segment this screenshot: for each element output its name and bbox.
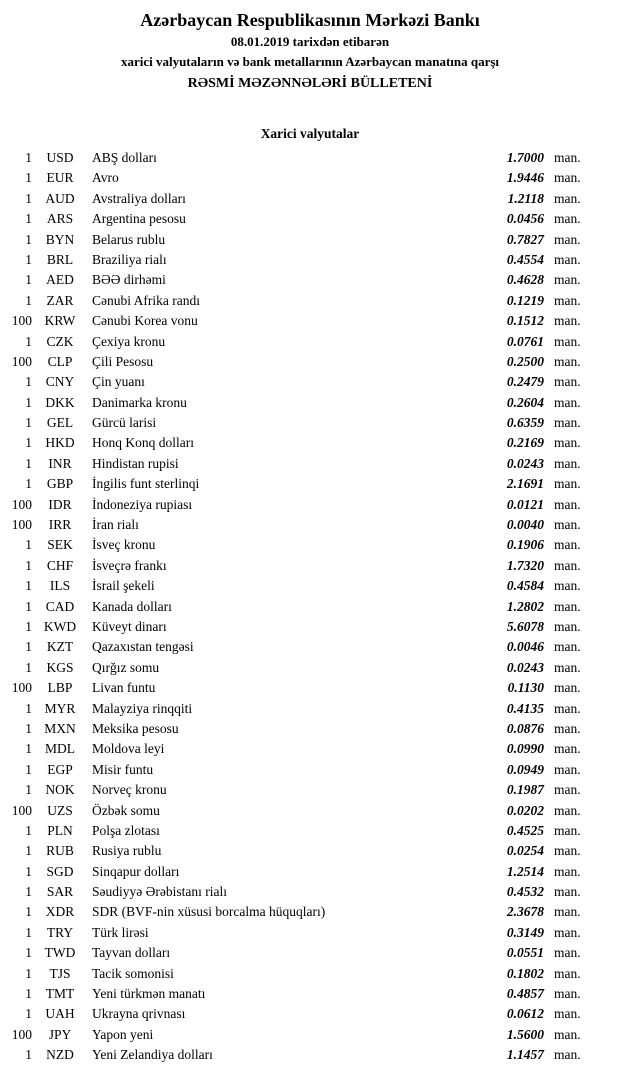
quantity: 1 [25,435,32,451]
exchange-rate: 0.2479 [506,374,544,390]
currency-code: ARS [46,211,74,227]
quantity: 1 [25,537,32,553]
currency-code: SEK [47,537,73,553]
currency-code: SAR [46,884,74,900]
currency-name: Polşa zlotası [92,822,160,838]
exchange-rate: 0.1219 [506,292,544,308]
table-row [0,556,620,576]
unit-label: man. [554,904,581,920]
unit-label: man. [554,700,581,716]
currency-code: CAD [45,598,75,614]
table-row [0,515,620,535]
currency-name: Səudiyyə Ərəbistanı rialı [92,884,227,900]
quantity: 1 [25,1006,32,1022]
bulletin-header [0,8,620,94]
table-row [0,597,620,617]
table-row [0,739,620,759]
currency-name: Norveç kronu [92,782,167,798]
table-row [0,535,620,555]
unit-label: man. [554,720,581,736]
table-row [0,1045,620,1065]
exchange-rate: 1.7000 [506,150,544,165]
quantity: 1 [25,476,32,492]
exchange-rate: 5.6078 [506,618,544,634]
currency-name: SDR (BVF-nin xüsusi borcalma hüquqları) [92,904,326,920]
unit-label: man. [554,741,581,757]
quantity: 1 [25,374,32,390]
exchange-rate: 0.0046 [506,639,544,655]
currency-name: Tacik somonisi [92,965,174,981]
quantity: 1 [25,211,32,227]
unit-label: man. [554,924,581,940]
unit-label: man. [554,353,581,369]
currency-code: UAH [45,1006,75,1022]
table-row [0,168,620,188]
exchange-rate: 0.4857 [506,986,544,1002]
exchange-rate: 0.4532 [506,884,544,900]
exchange-rate: 1.5600 [506,1026,544,1042]
quantity: 1 [25,965,32,981]
table-row [0,984,620,1004]
currency-code: TRY [46,924,74,940]
quantity: 1 [25,231,32,247]
exchange-rate: 0.0949 [506,761,544,777]
currency-code: GBP [46,476,74,492]
quantity: 1 [25,455,32,471]
quantity: 100 [11,313,32,329]
currency-name: Küveyt dinarı [92,618,167,634]
currency-name: Çili Pesosu [92,353,154,369]
quantity: 1 [25,741,32,757]
quantity: 1 [25,415,32,431]
unit-label: man. [554,578,581,594]
table-row [0,1025,620,1045]
currency-code: AUD [45,190,75,206]
currency-code: CZK [46,333,74,349]
currency-code: PLN [47,822,73,838]
unit-label: man. [554,435,581,451]
exchange-rate: 0.2500 [506,353,544,369]
table-row [0,393,620,413]
currency-code: IDR [48,496,72,512]
table-row [0,209,620,229]
currency-code: JPY [48,1026,72,1042]
currency-name: İsrail şekeli [92,578,155,594]
currency-code: CLP [47,353,73,369]
unit-label: man. [554,863,581,879]
unit-label: man. [554,884,581,900]
currency-code: NZD [46,1047,74,1063]
currency-name: Hindistan rupisi [92,455,179,471]
exchange-rate: 0.4525 [506,822,544,838]
quantity: 100 [11,680,32,696]
currency-code: ILS [49,578,71,594]
table-row [0,923,620,943]
exchange-rate: 0.0456 [506,211,544,227]
table-row [0,678,620,698]
unit-label: man. [554,782,581,798]
currency-name: Kanada dolları [92,598,172,614]
currency-name: Moldova leyi [92,741,165,757]
exchange-rate: 1.2802 [506,598,544,614]
currency-code: KWD [43,618,77,634]
table-row [0,760,620,780]
currency-name: Braziliya rialı [92,251,167,267]
currency-name: Malayziya rinqqiti [92,700,193,716]
unit-label: man. [554,190,581,206]
table-row [0,474,620,494]
currency-name: Honq Konq dolları [92,435,194,451]
table-row [0,964,620,984]
unit-label: man. [554,1006,581,1022]
currency-name: Rusiya rublu [92,843,162,859]
quantity: 1 [25,333,32,349]
quantity: 1 [25,618,32,634]
currency-name: Meksika pesosu [92,720,179,736]
unit-label: man. [554,659,581,675]
unit-label: man. [554,1026,581,1042]
table-row [0,230,620,250]
exchange-rate: 0.2169 [506,435,544,451]
currency-name: Yeni türkmən manatı [92,986,206,1002]
quantity: 1 [25,557,32,573]
exchange-rate: 0.1802 [506,965,544,981]
table-row [0,821,620,841]
quantity: 1 [25,863,32,879]
exchange-rate: 0.0202 [506,802,544,818]
table-row [0,943,620,963]
unit-label: man. [554,557,581,573]
unit-label: man. [554,680,581,696]
unit-label: man. [554,333,581,349]
table-row [0,719,620,739]
currency-code: MDL [45,741,75,757]
exchange-rate: 0.4584 [506,578,544,594]
unit-label: man. [554,761,581,777]
table-row [0,658,620,678]
unit-label: man. [554,496,581,512]
currency-code: DKK [45,394,75,410]
quantity: 1 [25,639,32,655]
exchange-rate: 0.1512 [506,313,544,329]
exchange-rate: 1.9446 [506,170,544,186]
currency-name: Avstraliya dolları [92,190,186,206]
currency-code: ZAR [46,292,74,308]
currency-code: MYR [44,700,76,716]
exchange-rate: 0.1130 [507,680,544,696]
unit-label: man. [554,802,581,818]
quantity: 1 [25,700,32,716]
table-row [0,495,620,515]
quantity: 1 [25,782,32,798]
currency-code: TMT [45,986,75,1002]
exchange-rate: 0.0121 [506,496,544,512]
quantity: 1 [25,945,32,961]
unit-label: man. [554,150,581,165]
quantity: 100 [11,496,32,512]
exchange-rate: 0.0876 [506,720,544,736]
table-row [0,780,620,800]
quantity: 1 [25,251,32,267]
currency-name: İsveç kronu [92,537,156,553]
quantity: 1 [25,720,32,736]
exchange-rate: 2.3678 [506,904,544,920]
unit-label: man. [554,517,581,533]
quantity: 100 [11,353,32,369]
section-title: Xarici valyutalar [260,126,360,141]
currency-code: UZS [47,802,73,818]
currency-code: NOK [45,782,75,798]
currency-code: USD [46,150,74,165]
currency-name: Belarus rublu [92,231,166,247]
table-row [0,189,620,209]
currency-name: Ukrayna qrivnası [92,1006,186,1022]
effective-date-line: 08.01.2019 tarixdən etibarən [230,34,390,49]
table-row [0,841,620,861]
currency-code: IRR [48,517,72,533]
exchange-rate: 0.0990 [506,741,544,757]
quantity: 1 [25,150,32,165]
currency-name: Cənubi Afrika randı [92,292,200,308]
quantity: 1 [25,986,32,1002]
exchange-rate: 0.0254 [506,843,544,859]
unit-label: man. [554,986,581,1002]
quantity: 1 [25,394,32,410]
currency-code: SGD [46,863,74,879]
exchange-rate: 1.7320 [506,557,544,573]
unit-label: man. [554,945,581,961]
table-row [0,270,620,290]
unit-label: man. [554,537,581,553]
currency-code: MXN [44,720,76,736]
exchange-rate: 0.0243 [506,659,544,675]
quantity: 1 [25,761,32,777]
table-row [0,902,620,922]
table-row [0,413,620,433]
unit-label: man. [554,1047,581,1063]
currency-name: Argentina pesosu [92,211,186,227]
table-row [0,576,620,596]
unit-label: man. [554,476,581,492]
quantity: 1 [25,924,32,940]
table-row [0,1004,620,1024]
currency-name: İndoneziya rupiası [92,496,193,512]
unit-label: man. [554,455,581,471]
exchange-rate: 1.1457 [506,1047,544,1063]
page-title: Azərbaycan Respublikasının Mərkəzi Bankı [140,10,480,30]
unit-label: man. [554,292,581,308]
table-row [0,637,620,657]
table-row [0,433,620,453]
currency-name: BƏƏ dirhəmi [92,272,166,288]
table-row [0,882,620,902]
currency-name: Danimarka kronu [92,394,187,410]
table-row [0,291,620,311]
quantity: 1 [25,822,32,838]
quantity: 100 [11,1026,32,1042]
quantity: 1 [25,578,32,594]
currency-name: İran rialı [92,517,139,533]
exchange-rate: 1.2118 [507,190,544,206]
unit-label: man. [554,843,581,859]
exchange-rate: 0.0612 [506,1006,544,1022]
unit-label: man. [554,374,581,390]
exchange-rate: 0.6359 [506,415,544,431]
currency-code: LBP [47,680,73,696]
currency-name: Tayvan dolları [92,945,171,961]
quantity: 100 [11,517,32,533]
currency-name: Cənubi Korea vonu [92,313,198,329]
exchange-rate: 0.4628 [506,272,544,288]
currency-name: Sinqapur dolları [92,863,180,879]
quantity: 1 [25,1047,32,1063]
quantity: 100 [11,802,32,818]
currency-code: CHF [46,557,74,573]
currency-name: Qazaxıstan tengəsi [92,639,194,655]
quantity: 1 [25,292,32,308]
unit-label: man. [554,272,581,288]
subtitle-line: xarici valyutaların və bank metallarının Azərbaycan manatına qarşı [120,54,500,69]
currency-code: KZT [46,639,74,655]
currency-name: Özbək somu [92,802,160,818]
exchange-rate: 0.0040 [506,517,544,533]
rates-table [0,148,620,1066]
currency-code: KGS [46,659,74,675]
table-row [0,372,620,392]
unit-label: man. [554,394,581,410]
table-row [0,352,620,372]
currency-code: EGP [47,761,73,777]
unit-label: man. [554,639,581,655]
exchange-rate: 0.0243 [506,455,544,471]
currency-code: KRW [44,313,76,329]
quantity: 1 [25,272,32,288]
exchange-rate: 0.1906 [506,537,544,553]
currency-name: Avro [92,170,119,186]
currency-code: XDR [45,904,75,920]
exchange-rate: 0.0761 [506,333,544,349]
currency-name: Misir funtu [92,761,154,777]
currency-code: TWD [44,945,76,961]
exchange-rate: 0.4135 [506,700,544,716]
quantity: 1 [25,170,32,186]
currency-name: ABŞ dolları [92,150,157,165]
quantity: 1 [25,904,32,920]
currency-name: Livan funtu [92,680,156,696]
currency-name: Türk lirəsi [92,924,149,940]
unit-label: man. [554,598,581,614]
quantity: 1 [25,843,32,859]
exchange-rate: 0.7827 [506,231,544,247]
unit-label: man. [554,618,581,634]
currency-code: BRL [46,251,74,267]
currency-name: İsveçrə frankı [92,557,167,573]
unit-label: man. [554,965,581,981]
exchange-rate: 0.1987 [506,782,544,798]
unit-label: man. [554,313,581,329]
unit-label: man. [554,231,581,247]
currency-code: BYN [45,231,75,247]
exchange-rate: 1.2514 [506,863,544,879]
currency-code: TJS [49,965,71,981]
unit-label: man. [554,211,581,227]
table-row [0,332,620,352]
table-row [0,699,620,719]
unit-label: man. [554,170,581,186]
quantity: 1 [25,884,32,900]
table-row [0,250,620,270]
currency-code: RUB [46,843,74,859]
currency-code: HKD [45,435,75,451]
table-row [0,311,620,331]
currency-code: INR [48,455,72,471]
currency-name: Gürcü larisi [92,415,157,431]
currency-name: Çexiya kronu [92,333,166,349]
currency-code: GEL [46,415,74,431]
exchange-rate: 2.1691 [506,476,544,492]
exchange-rate: 0.0551 [506,945,544,961]
currency-name: İngilis funt sterlinqi [92,476,200,492]
quantity: 1 [25,659,32,675]
exchange-rate: 0.4554 [506,251,544,267]
table-row [0,454,620,474]
table-row [0,617,620,637]
unit-label: man. [554,822,581,838]
currency-name: Qırğız somu [92,659,160,675]
exchange-rate: 0.2604 [506,394,544,410]
currency-name: Yeni Zelandiya dolları [92,1047,213,1063]
exchange-rate: 0.3149 [506,924,544,940]
currency-name: Yapon yeni [92,1026,154,1042]
currency-code: CNY [45,374,75,390]
bulletin-title: RƏSMİ MƏZƏNNƏLƏRİ BÜLLETENİ [187,76,433,91]
quantity: 1 [25,598,32,614]
table-row [0,148,620,168]
currency-name: Çin yuanı [92,374,145,390]
table-row [0,862,620,882]
table-row [0,801,620,821]
unit-label: man. [554,251,581,267]
quantity: 1 [25,190,32,206]
currency-code: EUR [46,170,74,186]
currency-code: AED [46,272,74,288]
unit-label: man. [554,415,581,431]
